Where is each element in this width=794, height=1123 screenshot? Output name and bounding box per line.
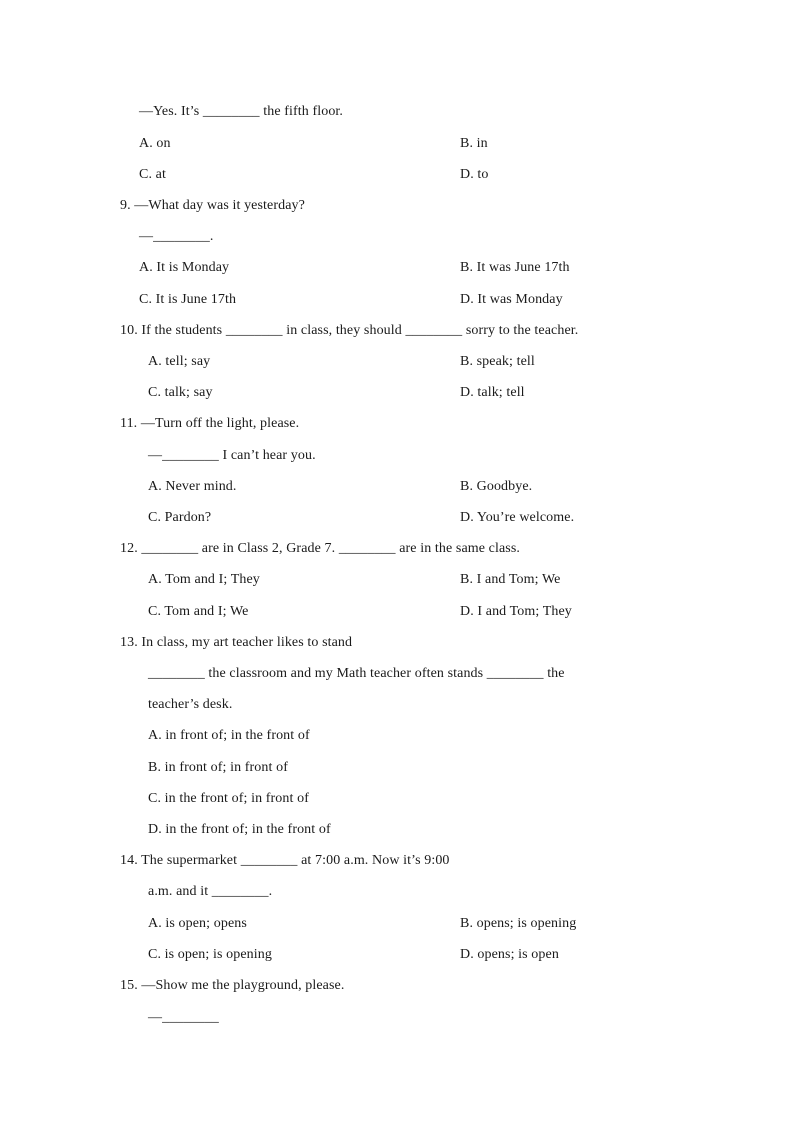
q14-stem-line1: 14. The supermarket ________ at 7:00 a.m. Now it’s 9:00: [120, 853, 450, 868]
q8-answer-line: —Yes. It’s ________ the fifth floor.: [139, 104, 344, 119]
q9-option-c: C. It is June 17th: [139, 292, 237, 307]
q10-option-c: C. talk; say: [148, 385, 213, 400]
q9-answer-line: —________.: [139, 229, 214, 244]
q11-option-a: A. Never mind.: [148, 479, 237, 494]
q15-answer-line: —________: [148, 1010, 219, 1025]
q11-option-d: D. You’re welcome.: [460, 510, 575, 525]
q14-option-c: C. is open; is opening: [148, 947, 272, 962]
q11-option-b: B. Goodbye.: [460, 479, 533, 494]
q8-option-a: A. on: [139, 136, 171, 151]
q13-option-a: A. in front of; in the front of: [148, 728, 310, 743]
q13-option-d: D. in the front of; in the front of: [148, 822, 331, 837]
q10-option-a: A. tell; say: [148, 354, 211, 369]
q12-option-d: D. I and Tom; They: [460, 604, 572, 619]
q12-stem: 12. ________ are in Class 2, Grade 7. ________ are in the same class.: [120, 541, 520, 556]
q9-option-a: A. It is Monday: [139, 260, 230, 275]
q13-stem-line3: teacher’s desk.: [148, 697, 233, 712]
q13-option-c: C. in the front of; in front of: [148, 791, 309, 806]
q14-option-a: A. is open; opens: [148, 916, 247, 931]
q14-option-d: D. opens; is open: [460, 947, 559, 962]
q9-stem: 9. —What day was it yesterday?: [120, 198, 305, 213]
q11-stem: 11. —Turn off the light, please.: [120, 416, 300, 431]
q13-stem-line2: ________ the classroom and my Math teacher often stands ________ the: [148, 666, 565, 681]
q8-option-c: C. at: [139, 167, 166, 182]
q15-stem: 15. —Show me the playground, please.: [120, 978, 345, 993]
q14-stem-line2: a.m. and it ________.: [148, 884, 273, 899]
q11-answer-line: —________ I can’t hear you.: [148, 448, 316, 463]
q10-option-b: B. speak; tell: [460, 354, 535, 369]
q10-stem: 10. If the students ________ in class, they should ________ sorry to the teacher.: [120, 323, 579, 338]
q8-option-b: B. in: [460, 136, 488, 151]
q11-option-c: C. Pardon?: [148, 510, 212, 525]
q13-stem-line1: 13. In class, my art teacher likes to stand: [120, 635, 353, 650]
q13-option-b: B. in front of; in front of: [148, 760, 288, 775]
q9-option-d: D. It was Monday: [460, 292, 563, 307]
q12-option-c: C. Tom and I; We: [148, 604, 249, 619]
q9-option-b: B. It was June 17th: [460, 260, 570, 275]
q12-option-b: B. I and Tom; We: [460, 572, 561, 587]
q14-option-b: B. opens; is opening: [460, 916, 577, 931]
q12-option-a: A. Tom and I; They: [148, 572, 260, 587]
q10-option-d: D. talk; tell: [460, 385, 525, 400]
q8-option-d: D. to: [460, 167, 489, 182]
